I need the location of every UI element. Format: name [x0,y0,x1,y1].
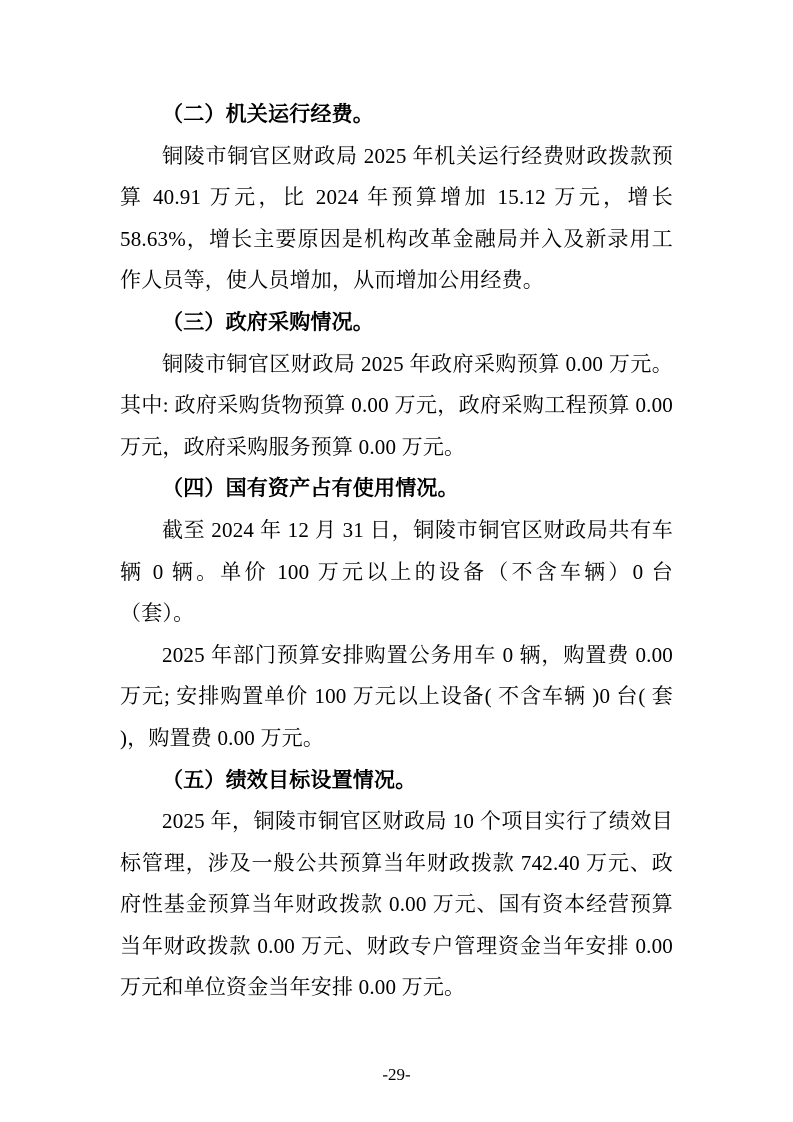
section-heading-operating-expenses: （二）机关运行经费。 [162,102,374,126]
section-heading-state-assets: （四）国有资产占有使用情况。 [162,476,459,501]
section-heading-government-procurement: （三）政府采购情况。 [162,309,374,334]
paragraph-state-assets-1: 截至 2024 年 12 月 31 日，铜陵市铜官区财政局共有车辆 0 辆。单价 100 万元以上的设备（不含车辆）0 台（套）。 [120,517,673,626]
section-heading-performance-targets: （五）绩效目标设置情况。 [162,767,417,792]
paragraph-performance-targets: 2025 年，铜陵市铜官区财政局 10 个项目实行了绩效目标管理，涉及一般公共预算当年财政拨款 742.40 万元、政府性基金预算当年财政拨款 0.00 万元、国有资本经营预算当年财政拨款 0.00 万元、财政专户管理资金当年安排 0.00 万元和单位资金当年安排 0.00 万元。 [120,809,673,1000]
page-number: -29- [382,1065,411,1084]
paragraph-operating-expenses: 铜陵市铜官区财政局 2025 年机关运行经费财政拨款预算 40.91 万元，比 2024 年预算增加 15.12 万元，增长 58.63%，增长主要原因是机构改革金融局并入及新录用工作人员等，使人员增加，从而增加公用经费。 [120,143,673,293]
paragraph-government-procurement: 铜陵市铜官区财政局 2025 年政府采购预算 0.00 万元。其中: 政府采购货物预算 0.00 万元，政府采购工程预算 0.00 万元，政府采购服务预算 0.00 万元。 [120,351,673,459]
paragraph-state-assets-2: 2025 年部门预算安排购置公务用车 0 辆，购置费 0.00 万元; 安排购置单价 100 万元以上设备( 不含车辆 )0 台( 套 )，购置费 0.00 万元。 [120,642,673,750]
document-content [120,94,673,1009]
